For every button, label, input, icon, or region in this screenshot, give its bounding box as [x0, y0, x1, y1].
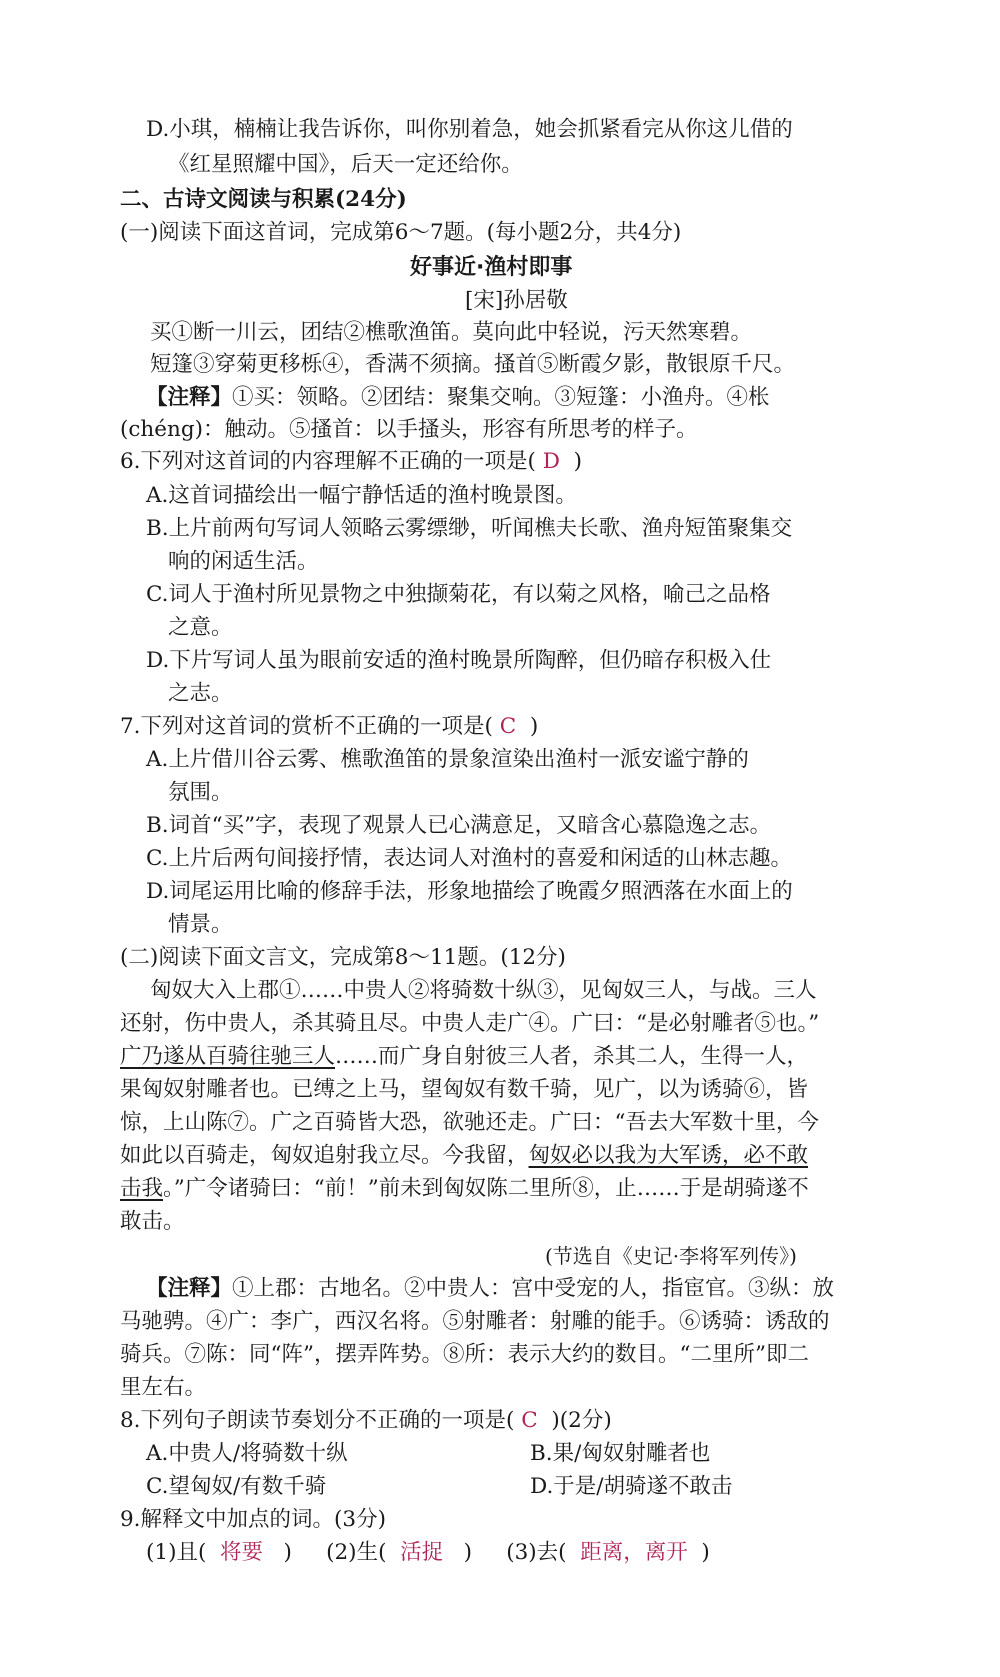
q9-item-3: (3)去( [506, 1540, 567, 1565]
q7-option-b: B.词首“买”字，表现了观景人已心满意足，又暗含心慕隐逸之志。 [146, 813, 772, 838]
passage-notes-line-3: 骑兵。⑦陈：同“阵”，摆弄阵势。⑧所：表示大约的数目。“二里所”即二 [120, 1342, 809, 1367]
q7-option-c: C.上片后两句间接抒情，表达词人对渔村的喜爱和闲适的山林志趣。 [146, 846, 793, 871]
q6-option-a: A.这首词描绘出一幅宁静恬适的渔村晚景图。 [146, 483, 577, 508]
poem-line-2: 短篷③穿菊更移栎④，香满不须摘。搔首⑤断霞夕影，散银原千尺。 [150, 352, 796, 377]
poem-line-1: 买①断一川云，团结②樵歌渔笛。莫向此中轻说，污天然寒碧。 [150, 320, 753, 345]
q9-answer-3: 距离，离开 [580, 1540, 688, 1565]
question-7 [120, 712, 538, 742]
q9-item-2: (2)生( [326, 1540, 387, 1565]
poem-title: 好事近·渔村即事 [410, 255, 573, 280]
q9-answer-2: 活捉 [400, 1540, 444, 1565]
question-7-answer: C [499, 714, 517, 739]
q9-item-1: (1)且( [146, 1540, 207, 1565]
question-9: 9.解释文中加点的词。(3分) [120, 1507, 386, 1532]
question-8 [120, 1406, 612, 1436]
q6-option-d-line-1: D.下片写词人虽为眼前安适的渔村晚景所陶醉，但仍暗存积极入仕 [146, 648, 772, 673]
passage-source: (节选自《史记·李将军列传》) [545, 1244, 797, 1268]
question-6 [120, 447, 582, 477]
q7-option-a-line-2: 氛围。 [168, 780, 233, 805]
poem-notes-line-2: (chéng)：触动。⑤搔首：以手搔头，形容有所思考的样子。 [120, 417, 698, 442]
q6-option-c-line-2: 之意。 [168, 615, 233, 640]
q6-option-d-line-2: 之志。 [168, 681, 233, 706]
q6-option-b-line-1: B.上片前两句写词人领略云雾缥缈，听闻樵夫长歌、渔舟短笛聚集交 [146, 516, 793, 541]
question-6-close: ) [573, 449, 583, 474]
passage-line-2: 还射，伤中贵人，杀其骑且尽。中贵人走广④。广曰：“是必射雕者⑤也。” [120, 1011, 820, 1036]
q6-option-b-line-2: 响的闲适生活。 [168, 549, 319, 574]
notes-tag-2: 【注释】 [146, 1276, 233, 1301]
section-heading: 二、古诗文阅读与积累(24分) [120, 187, 407, 212]
passage-line-6-start: 如此以百骑走，匈奴追射我立尽。今我留， [120, 1143, 529, 1168]
passage-line-4: 果匈奴射雕者也。已缚之上马，望匈奴有数千骑，见广，以为诱骑⑥，皆 [120, 1077, 809, 1102]
underlined-sentence-2a: 匈奴必以我为大军诱，必不敢 [528, 1143, 809, 1168]
option-d-line-1: D.小琪，楠楠让我告诉你，叫你别着急，她会抓紧看完从你这儿借的 [146, 117, 793, 142]
q8-option-d: D.于是/胡骑遂不敢击 [530, 1474, 733, 1499]
part-one-instruction: (一)阅读下面这首词，完成第6～7题。(每小题2分，共4分) [120, 220, 682, 245]
q9-answer-1: 将要 [220, 1540, 264, 1565]
passage-notes-line-1 [146, 1274, 834, 1304]
underlined-sentence-2b: 击我 [120, 1176, 164, 1201]
passage-line-3 [120, 1042, 808, 1072]
q9-item-2-close: ) [463, 1540, 473, 1565]
question-7-text: 7.下列对这首词的赏析不正确的一项是( [120, 714, 493, 739]
option-d-line-2: 《红星照耀中国》，后天一定还给你。 [168, 152, 523, 177]
passage-notes-line-4: 里左右。 [120, 1375, 207, 1400]
q9-item-1-close: ) [283, 1540, 292, 1565]
question-8-answer: C [521, 1408, 538, 1433]
q7-option-d-line-1: D.词尾运用比喻的修辞手法，形象地描绘了晚霞夕照洒落在水面上的 [146, 879, 793, 904]
notes-text: ①买：领略。②团结：聚集交响。③短篷：小渔舟。④枨 [232, 385, 770, 410]
notes-tag: 【注释】 [146, 385, 233, 410]
question-6-text: 6.下列对这首词的内容理解不正确的一项是( [120, 449, 536, 474]
passage-line-3-rest: ……而广身自射彼三人者，杀其二人，生得一人， [335, 1044, 809, 1069]
underlined-sentence-1: 广乃遂从百骑往驰三人 [120, 1044, 336, 1069]
passage-line-6 [120, 1141, 808, 1171]
passage-line-5: 惊，上山陈⑦。广之百骑皆大恐，欲驰还走。广曰：“吾去大军数十里，今 [120, 1110, 819, 1135]
question-6-answer: D [542, 449, 560, 474]
question-9-items [146, 1538, 710, 1568]
poem-author: [宋]孙居敬 [465, 288, 568, 313]
question-8-text: 8.下列句子朗读节奏划分不正确的一项是( [120, 1408, 515, 1433]
passage-line-7 [120, 1174, 809, 1204]
passage-notes-line-2: 马驰骋。④广：李广，西汉名将。⑤射雕者：射雕的能手。⑥诱骑：诱敌的 [120, 1309, 830, 1334]
passage-notes-text: ①上郡：古地名。②中贵人：宫中受宠的人，指宦官。③纵：放 [232, 1276, 835, 1301]
q8-option-c: C.望匈奴/有数千骑 [146, 1474, 327, 1499]
q7-option-a-line-1: A.上片借川谷云雾、樵歌渔笛的景象渲染出渔村一派安谧宁静的 [146, 747, 749, 772]
q8-option-b: B.果/匈奴射雕者也 [530, 1441, 711, 1466]
q7-option-d-line-2: 情景。 [168, 912, 233, 937]
part-two-instruction: (二)阅读下面文言文，完成第8～11题。(12分) [120, 945, 566, 970]
question-7-close: ) [529, 714, 539, 739]
passage-line-7-rest: 。”广令诸骑曰：“前！”前未到匈奴陈二里所⑧，止……于是胡骑遂不 [163, 1176, 809, 1201]
passage-line-8: 敢击。 [120, 1209, 185, 1234]
q8-option-a: A.中贵人/将骑数十纵 [146, 1441, 348, 1466]
q9-item-3-close: ) [701, 1540, 710, 1565]
q6-option-c-line-1: C.词人于渔村所见景物之中独撷菊花，有以菊之风格，喻己之品格 [146, 582, 771, 607]
question-8-close: )(2分) [551, 1408, 612, 1433]
passage-line-1: 匈奴大入上郡①……中贵人②将骑数十纵③，见匈奴三人，与战。三人 [150, 978, 817, 1003]
poem-notes-line-1 [146, 383, 770, 413]
